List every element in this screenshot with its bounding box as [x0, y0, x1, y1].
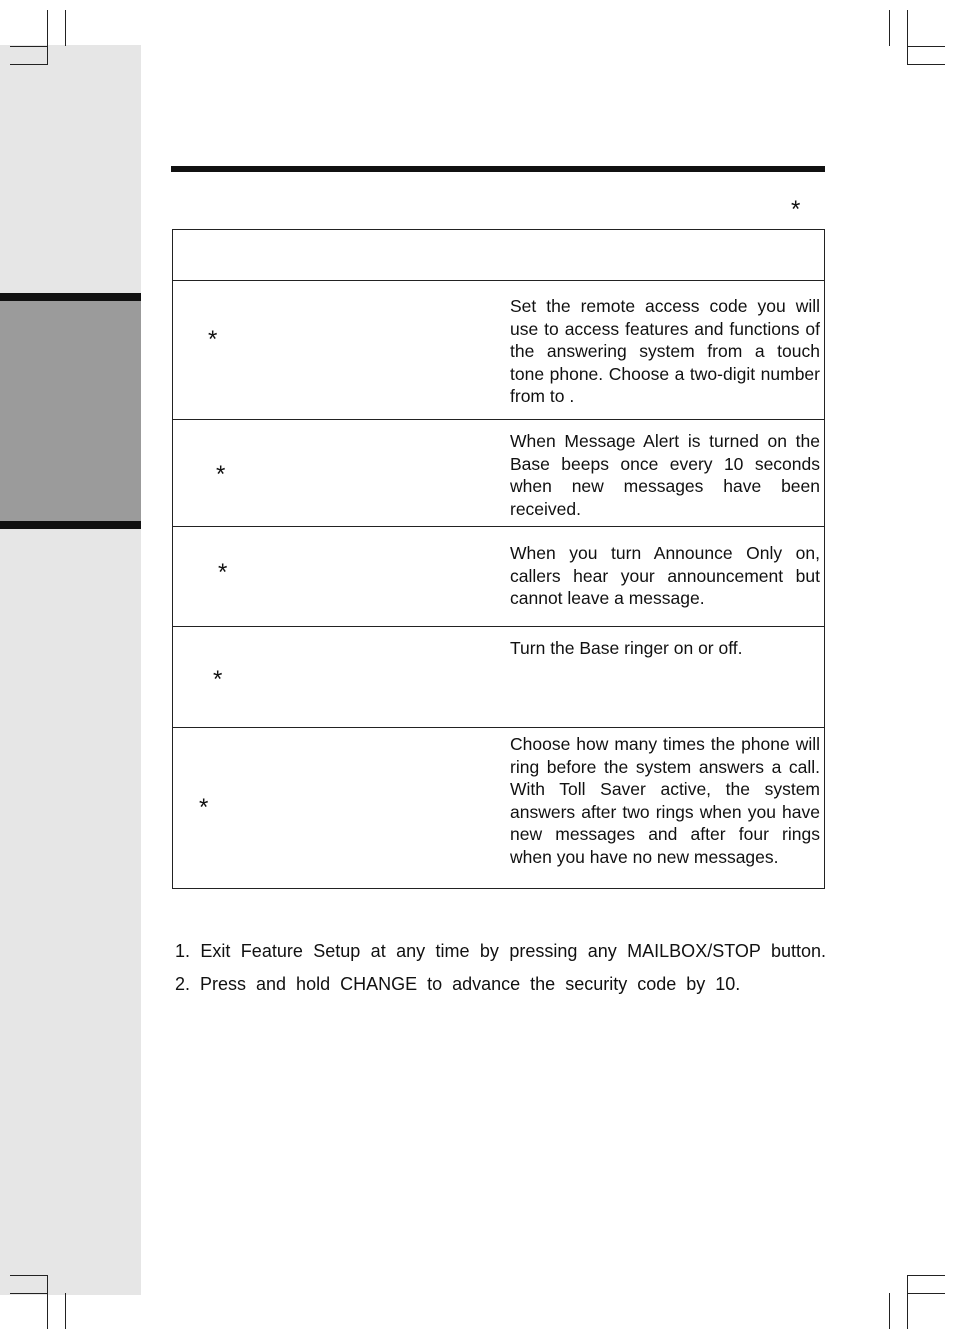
table-row [173, 727, 824, 888]
crop-mark [907, 46, 945, 47]
row-description: Choose how many times the phone will ring before the system answers a call. With Toll Saver active, the system answers after two rings when you have new messages and after four rings when you have no new messages. [510, 734, 820, 867]
note-item: 1. Exit Feature Setup at any time by pressing any MAILBOX/STOP button. [175, 941, 826, 961]
notes-list [175, 940, 826, 1006]
row-star: * [216, 461, 226, 488]
row-description: Turn the Base ringer on or off. [510, 638, 743, 658]
crop-mark [907, 1293, 945, 1294]
row-star: * [208, 326, 218, 353]
crop-mark [907, 64, 945, 65]
crop-mark [907, 1275, 945, 1276]
page-margin-band [0, 45, 141, 1295]
crop-mark [65, 10, 66, 46]
crop-mark [907, 1275, 908, 1329]
row-star: * [218, 559, 228, 586]
header-rule [171, 166, 825, 172]
crop-mark [907, 10, 908, 64]
table-row [173, 626, 824, 727]
note-item: 2. Press and hold CHANGE to advance the security code by 10. [175, 974, 741, 994]
row-star: * [213, 666, 223, 693]
table-header-row [173, 230, 824, 280]
crop-mark [10, 64, 48, 65]
feature-table [172, 229, 825, 889]
crop-mark [65, 1293, 66, 1329]
row-star: * [199, 794, 209, 821]
table-row [173, 526, 824, 626]
table-row [173, 419, 824, 526]
row-description: Set the remote access code you will use to access features and functions of the answering system from a touch tone phone. Choose a two-digit number from to . [510, 296, 820, 406]
header-star: * [791, 196, 801, 223]
crop-mark [10, 1275, 48, 1276]
crop-mark [10, 46, 48, 47]
crop-mark [889, 10, 890, 46]
crop-mark [10, 1293, 48, 1294]
crop-mark [47, 10, 48, 64]
table-row [173, 280, 824, 419]
row-description: When Message Alert is turned on the Base beeps once every 10 seconds when new messages have been received. [510, 431, 820, 519]
row-description: When you turn Announce Only on, callers hear your announcement but cannot leave a message. [510, 543, 820, 608]
section-tab [0, 293, 141, 529]
crop-mark [889, 1293, 890, 1329]
crop-mark [47, 1275, 48, 1329]
